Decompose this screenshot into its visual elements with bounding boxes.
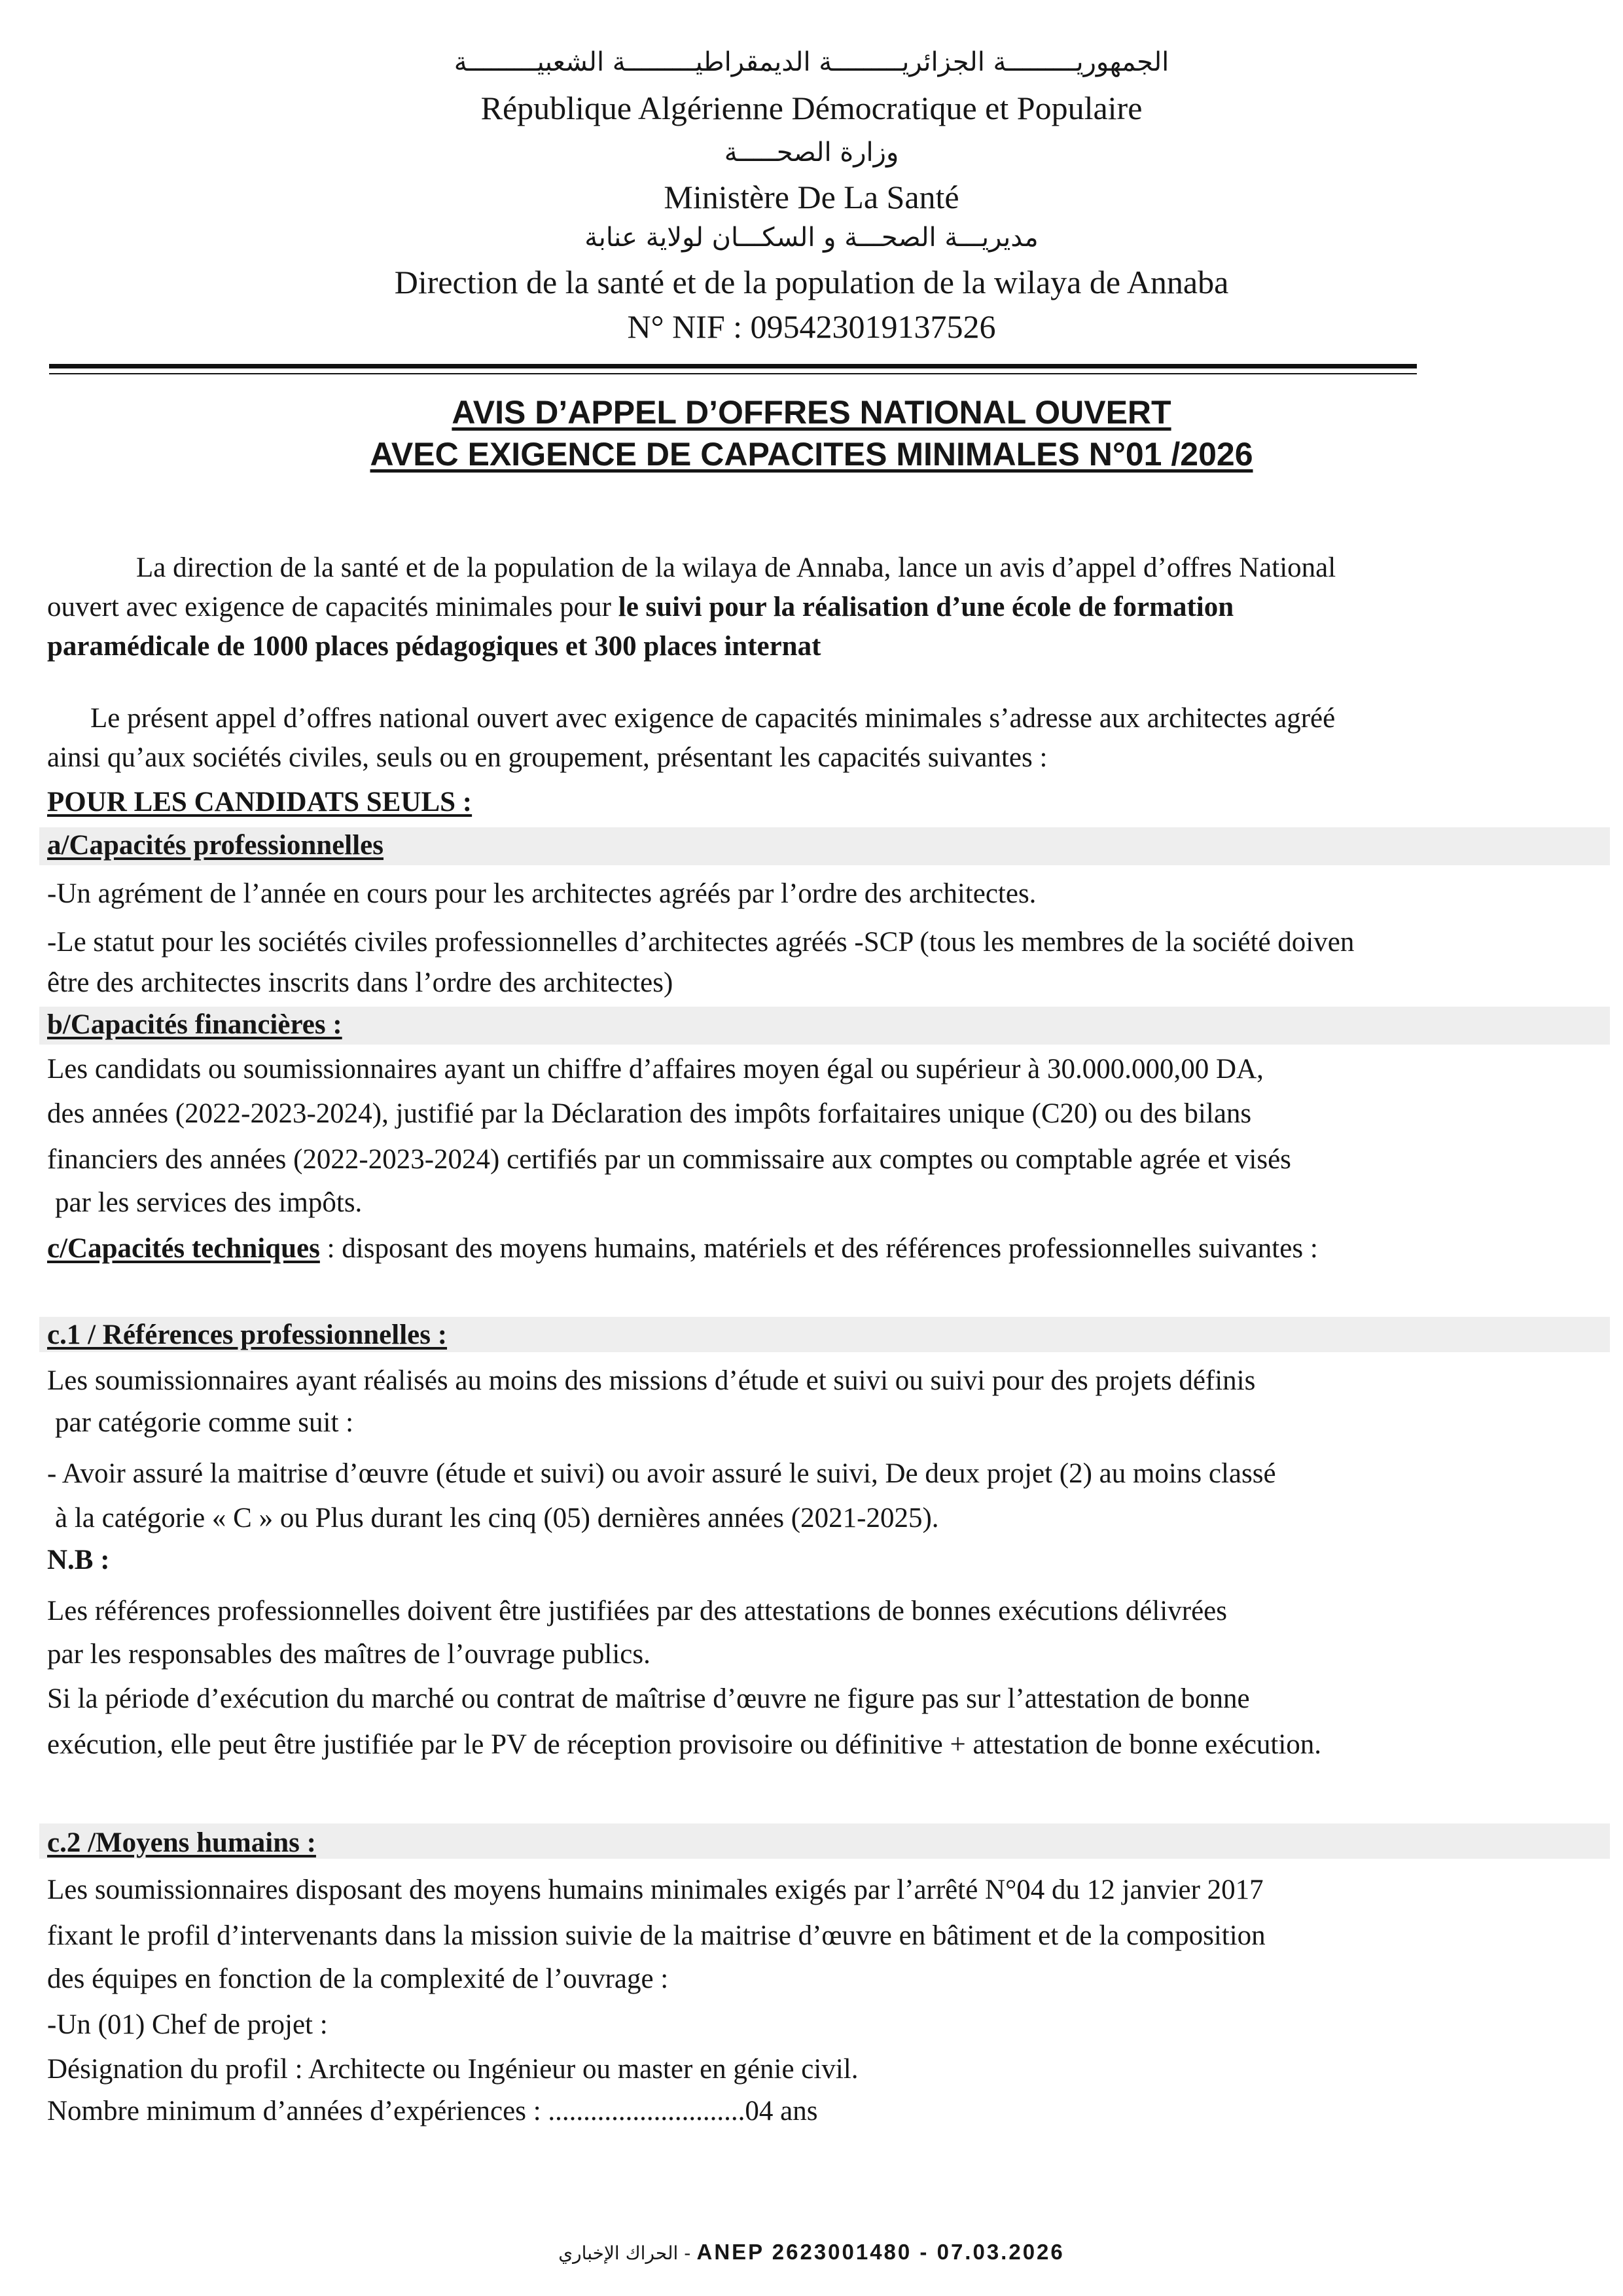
fin-line-2: des années (2022-2023-2024), justifié par la Déclaration des impôts forfaitaires unique (C20) ou des bilans xyxy=(47,1098,1252,1129)
prof-line-2: -Le statut pour les sociétés civiles professionnelles d’architectes agréés -SCP (tous les membres de la société doiven xyxy=(47,927,1355,958)
humans-line-5: Désignation du profil : Architecte ou Ingénieur ou master en génie civil. xyxy=(47,2054,859,2085)
fin-heading: b/Capacités financières : xyxy=(47,1009,342,1040)
fin-line-3: financiers des années (2022-2023-2024) certifiés par un commissaire aux comptes ou comptable agrée et visés xyxy=(47,1144,1291,1175)
humans-line-3: des équipes en fonction de la complexité de l’ouvrage : xyxy=(47,1964,669,1994)
header-republic: République Algérienne Démocratique et Populaire xyxy=(480,90,1143,126)
refs-line-5: Les références professionnelles doivent être justifiées par des attestations de bonnes exécutions délivrées xyxy=(47,1596,1227,1626)
header-rule-thin xyxy=(49,373,1417,374)
prof-heading: a/Capacités professionnelles xyxy=(47,830,384,861)
intro-line-1: La direction de la santé et de la population de la wilaya de Annaba, lance un avis d’appel d’offres National xyxy=(136,552,1336,583)
refs-nb: N.B : xyxy=(47,1545,110,1575)
refs-line-2: par catégorie comme suit : xyxy=(55,1407,354,1438)
header-ministry: Ministère De La Santé xyxy=(664,179,959,215)
header-arabic-republic: الجمهوريـــــــــة الجزائريـــــــــة الديمقراطيـــــــــة الشعبيـــــــــة xyxy=(454,47,1169,77)
humans-heading: c.2 /Moyens humains : xyxy=(47,1827,316,1858)
humans-line-4: -Un (01) Chef de projet : xyxy=(47,2009,328,2040)
fin-line-4: par les services des impôts. xyxy=(55,1187,363,1218)
footer-ref: ANEP 2623001480 - 07.03.2026 xyxy=(690,2240,1065,2264)
tech-text: : disposant des moyens humains, matériels et des références professionnelles suivantes : xyxy=(319,1233,1318,1264)
humans-line-1: Les soumissionnaires disposant des moyens humains minimales exigés par l’arrêté N°04 du 12 janvier 2017 xyxy=(47,1874,1264,1905)
header-nif: N° NIF : 095423019137526 xyxy=(627,308,996,345)
header-direction: Direction de la santé et de la population de la wilaya de Annaba xyxy=(394,264,1229,300)
header-rule-thick xyxy=(49,364,1417,368)
refs-line-3: - Avoir assuré la maitrise d’œuvre (étude et suivi) ou avoir assuré le suivi, De deux projet (2) au moins classé xyxy=(47,1458,1276,1489)
footer-reference xyxy=(0,2240,1623,2265)
humans-line-6: Nombre minimum d’années d’expériences : ............................04 ans xyxy=(47,2096,818,2126)
prof-line-3: être des architectes inscrits dans l’ordre des architectes) xyxy=(47,967,673,998)
refs-line-8: exécution, elle peut être justifiée par le PV de réception provisoire ou définitive + attestation de bonne exécution. xyxy=(47,1729,1322,1760)
candidats-heading: POUR LES CANDIDATS SEULS : xyxy=(47,787,473,817)
refs-line-7: Si la période d’exécution du marché ou contrat de maîtrise d’œuvre ne figure pas sur l’attestation de bonne xyxy=(47,1683,1250,1714)
intro-line-2-bold: le suivi pour la réalisation d’une école de formation xyxy=(618,592,1234,622)
tech-heading: c/Capacités techniques xyxy=(47,1233,320,1264)
intro-line-2 xyxy=(47,588,1234,627)
footer-arabic: الحراك الإخباري - xyxy=(558,2242,691,2264)
tech-line xyxy=(47,1229,1318,1268)
refs-line-1: Les soumissionnaires ayant réalisés au moins des missions d’étude et suivi ou suivi pour des projets définis xyxy=(47,1365,1256,1396)
header-arabic-direction: مديريـــة الصحـــة و السكـــان لولاية عنابة xyxy=(584,223,1039,253)
header-arabic-ministry: وزارة الصحـــــة xyxy=(724,137,899,168)
scope-line-2: ainsi qu’aux sociétés civiles, seuls ou en groupement, présentant les capacités suivantes : xyxy=(47,742,1048,773)
intro-line-3: paramédicale de 1000 places pédagogiques et 300 places internat xyxy=(47,631,821,662)
notice-title-line1: AVIS D’APPEL D’OFFRES NATIONAL OUVERT xyxy=(452,394,1171,431)
refs-line-6: par les responsables des maîtres de l’ouvrage publics. xyxy=(47,1639,651,1670)
prof-line-1: -Un agrément de l’année en cours pour les architectes agréés par l’ordre des architectes. xyxy=(47,878,1037,909)
fin-line-1: Les candidats ou soumissionnaires ayant un chiffre d’affaires moyen égal ou supérieur à 30.000.000,00 DA, xyxy=(47,1054,1264,1085)
refs-heading: c.1 / Références professionnelles : xyxy=(47,1319,448,1350)
humans-line-2: fixant le profil d’intervenants dans la mission suivie de la maitrise d’œuvre en bâtiment et de la composition xyxy=(47,1920,1266,1951)
intro-line-2-normal: ouvert avec exigence de capacités minimales pour xyxy=(47,592,618,622)
notice-title-line2: AVEC EXIGENCE DE CAPACITES MINIMALES N°01 /2026 xyxy=(370,436,1253,473)
refs-line-4: à la catégorie « C » ou Plus durant les cinq (05) dernières années (2021-2025). xyxy=(55,1503,939,1534)
scope-line-1: Le présent appel d’offres national ouvert avec exigence de capacités minimales s’adresse aux architectes agréé xyxy=(90,703,1336,734)
